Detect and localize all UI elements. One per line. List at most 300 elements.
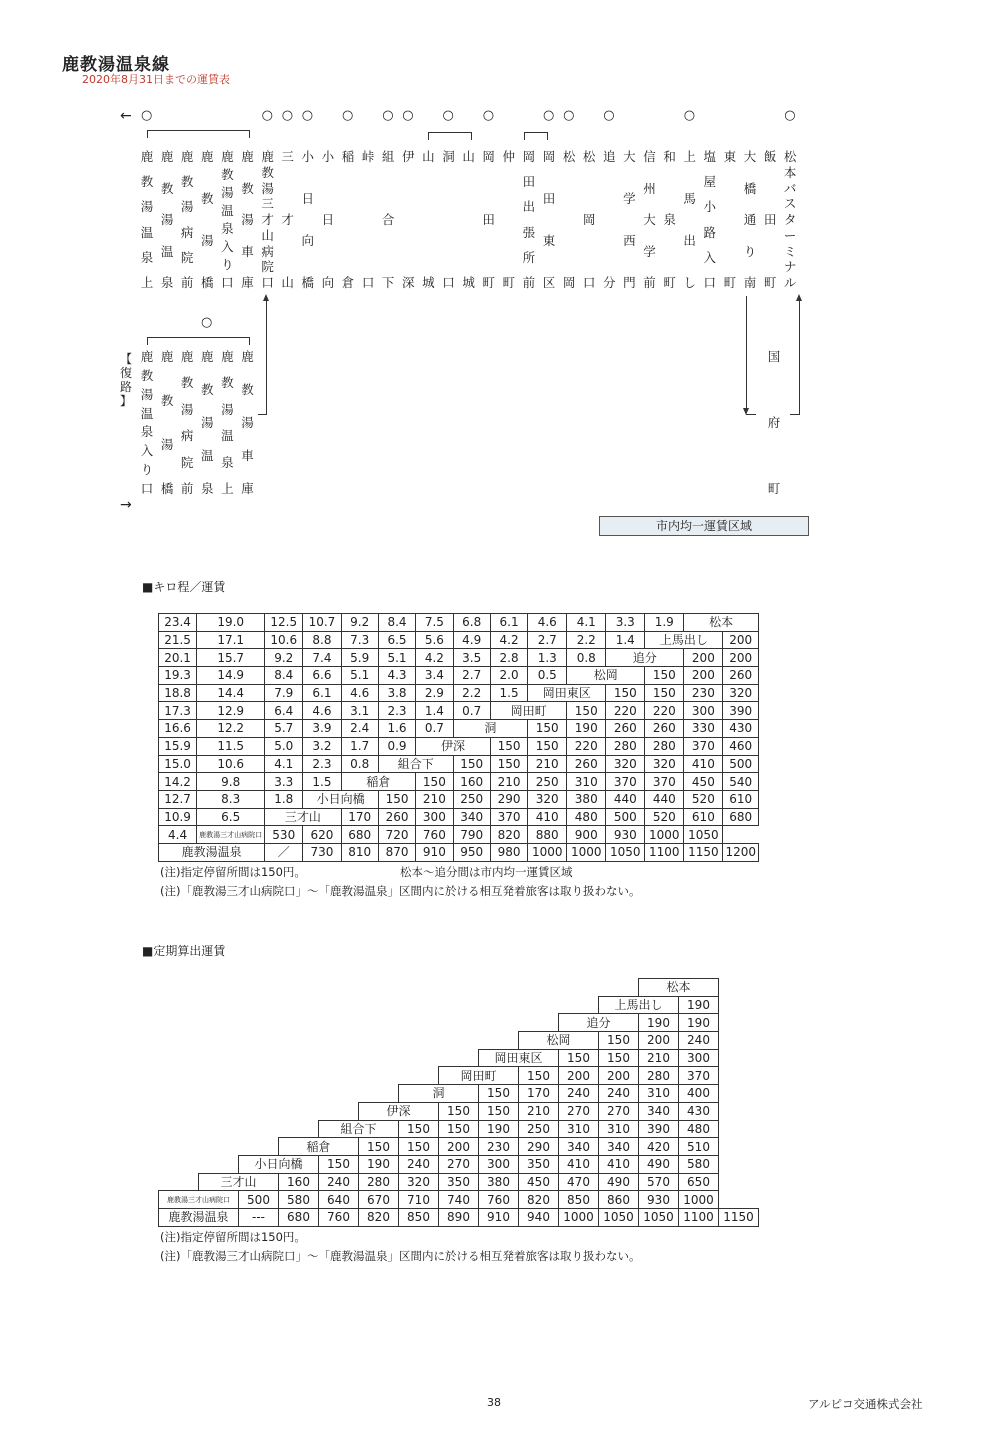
fare-note-2: 松本～追分間は市内均一運賃区域 [400,865,573,879]
table-cell: 4.1 [265,755,303,773]
station-name-cell: 鹿教湯温泉 [159,1208,239,1226]
table-cell: 1.4 [416,702,453,720]
fare-note-3: (注)「鹿教湯三才山病院口」～「鹿教湯温泉」区間内に於ける相互発着旅客は取り扱わない。 [160,884,641,898]
table-cell: 260 [723,667,759,685]
table-cell: 3.5 [453,649,490,667]
table-cell: 1100 [645,843,684,861]
station-name-cell: 松本 [639,979,719,997]
table-cell: 1000 [528,843,567,861]
table-cell: 6.1 [490,614,527,632]
table-cell: 8.3 [197,790,265,808]
station-name-cell: 小日向橋 [239,1155,319,1173]
outbound-stop-name: 小 日 向 橋 [301,149,315,290]
station-name-cell: 上馬出し [599,996,679,1014]
table-cell: 570 [639,1173,679,1191]
table-row [159,684,759,702]
blank-cell [159,1085,399,1103]
table-cell: 4.2 [490,631,527,649]
table-cell: 670 [359,1191,399,1209]
page-number: 38 [487,1396,501,1409]
table-cell: 2.3 [378,702,415,720]
table-cell: 170 [341,808,378,826]
table-cell: 460 [723,737,759,755]
table-cell: 19.0 [197,614,265,632]
table-cell: 160 [453,773,490,791]
designated-stop-icon: ○ [261,108,273,123]
table-cell: 8.4 [378,614,415,632]
table-cell: 200 [599,1067,639,1085]
station-name-cell: 岡田東区 [479,1049,559,1067]
table-cell: 4.6 [303,702,341,720]
table-cell: 10.6 [265,631,303,649]
outbound-stop-name: 小 日 向 [321,149,335,290]
table-cell: 310 [559,1120,599,1138]
table-cell: 1000 [567,843,606,861]
table-cell: 290 [519,1138,559,1156]
table-cell: 370 [679,1067,719,1085]
table-cell: 860 [599,1191,639,1209]
table-cell: 5.1 [378,649,415,667]
station-name-cell: 三才山 [199,1173,279,1191]
table-cell: 620 [303,826,341,844]
table-row [159,808,759,826]
table-cell: 530 [265,826,303,844]
table-cell: 410 [559,1155,599,1173]
table-row [159,996,759,1014]
designated-stop-icon: ○ [563,108,575,123]
table-cell: 150 [606,684,645,702]
station-name-cell: 伊深 [416,737,491,755]
table-cell: 300 [679,1049,719,1067]
table-cell: 910 [479,1208,519,1226]
outbound-stop-name: 松 本 バ ス タ ー ミ ナ ル [783,149,797,290]
station-name-cell: 洞 [453,720,528,738]
table-cell: 7.3 [341,631,378,649]
table-cell: 480 [567,808,606,826]
table-row [159,1067,759,1085]
table-cell: 270 [559,1102,599,1120]
table-cell: 7.5 [416,614,453,632]
table-cell: 930 [639,1191,679,1209]
table-cell: 450 [684,773,723,791]
table-cell: 910 [416,843,453,861]
table-cell: 2.9 [416,684,453,702]
route-bracket [147,337,250,345]
table-cell: 220 [606,702,645,720]
table-cell: 430 [679,1102,719,1120]
designated-stop-icon: ○ [683,108,696,123]
table-cell: 500 [239,1191,279,1209]
table-cell: 370 [684,737,723,755]
station-name-cell: 岡田町 [490,702,566,720]
table-cell: 190 [567,720,606,738]
table-row [159,614,759,632]
outbound-stop-name: 鹿 教 湯 三 才 山 病 院 口 [261,149,274,290]
table-cell: 0.8 [567,649,606,667]
table-cell: 18.8 [159,684,197,702]
outbound-stop-name: 上 馬 出 し [683,149,696,290]
table-cell: 1200 [723,843,759,861]
table-cell: 390 [723,702,759,720]
kokufu-stop-name: 国 府 町 [767,349,781,496]
table-cell: 150 [359,1138,399,1156]
table-cell: 1.7 [341,737,378,755]
table-cell: 680 [279,1208,319,1226]
table-cell: 2.7 [453,667,490,685]
outbound-stop-name: 大 学 西 門 [623,149,636,290]
table-cell: 6.5 [197,808,265,826]
table-cell: 1.3 [528,649,567,667]
table-cell: 16.6 [159,720,197,738]
return-stop-name: 鹿 教 湯 橋 [160,349,174,496]
table-cell: 280 [359,1173,399,1191]
connector-line [746,414,756,415]
table-cell: 150 [490,737,527,755]
designated-stop-icon: ○ [603,108,615,123]
table-cell: 940 [519,1208,559,1226]
outbound-stop-name: 山 城 [462,149,475,290]
table-cell: 200 [639,1032,679,1050]
table-cell: 150 [519,1067,559,1085]
table-cell: 12.5 [265,614,303,632]
table-cell: 310 [599,1120,639,1138]
table-cell: 1.9 [645,614,684,632]
station-name-cell: 追分 [606,649,684,667]
right-arrow-icon: → [120,497,132,513]
table-cell: 5.9 [341,649,378,667]
table-cell: 280 [606,737,645,755]
table-cell: 210 [416,790,453,808]
table-cell: 320 [528,790,567,808]
table-row [159,631,759,649]
table-row [159,1208,759,1226]
table-cell: 150 [319,1155,359,1173]
table-cell: 1.5 [490,684,527,702]
table-row [159,1155,759,1173]
table-cell: 2.0 [490,667,527,685]
connector-line [746,296,747,410]
table-row [159,1085,759,1103]
outbound-stop-name: 仲 町 [502,149,516,290]
table-cell: 1000 [679,1191,719,1209]
table-cell: 1150 [684,843,723,861]
table-cell: 760 [319,1208,359,1226]
table-cell: 2.4 [341,720,378,738]
designated-stop-icon: ○ [382,108,394,123]
table-cell: 1000 [559,1208,599,1226]
designated-stop-icon: ○ [342,108,354,123]
return-stop-name: 鹿 教 湯 温 泉 入 り 口 [140,349,154,496]
table-cell: 250 [453,790,490,808]
table-cell: 7.4 [303,649,341,667]
table-cell: 1000 [645,826,684,844]
fare-note-1: (注)指定停留所間は150円。 [160,865,306,879]
outbound-stop-name: 洞 口 [442,149,455,290]
table-cell: 280 [639,1067,679,1085]
table-cell: 10.7 [303,614,341,632]
table-cell: 320 [606,755,645,773]
table-cell: 480 [679,1120,719,1138]
table-cell: 440 [645,790,684,808]
blank-cell [159,996,599,1014]
station-name-cell: 稲倉 [279,1138,359,1156]
table-cell: 2.2 [567,631,606,649]
table-cell: 540 [723,773,759,791]
station-name-cell: 松本 [684,614,759,632]
table-cell: 220 [567,737,606,755]
table-row [159,1191,759,1209]
table-cell: 900 [567,826,606,844]
table-cell: 150 [645,667,684,685]
table-cell: 150 [528,737,567,755]
table-cell: 950 [453,843,490,861]
blank-cell [159,1049,479,1067]
designated-stop-icon: ○ [301,108,314,123]
commuter-fare-table [158,978,759,1227]
table-row [159,790,759,808]
table-cell: 260 [606,720,645,738]
table-cell: 6.4 [265,702,303,720]
station-name-cell: 上馬出し [645,631,723,649]
table-cell: 150 [490,755,527,773]
table-cell: 160 [279,1173,319,1191]
table-cell: 250 [528,773,567,791]
table-row [159,1173,759,1191]
table-row [159,720,759,738]
outbound-stop-name: 松 岡 口 [582,149,596,290]
table-cell: 390 [639,1120,679,1138]
blank-cell [159,1173,199,1191]
table-row [159,667,759,685]
table-cell: 1.6 [378,720,415,738]
table-cell: 150 [378,790,415,808]
table-cell: 870 [378,843,415,861]
table-cell: 760 [416,826,453,844]
table-cell: 5.0 [265,737,303,755]
outbound-stop-name: 飯 田 町 [763,149,777,290]
table-row [159,1102,759,1120]
station-name-cell: 小日向橋 [303,790,379,808]
table-cell: 10.6 [197,755,265,773]
table-cell: 240 [399,1155,439,1173]
table-cell: 2.8 [490,649,527,667]
table-cell: 15.9 [159,737,197,755]
outbound-stop-name: 岡 田 出 張 所 前 [522,149,536,290]
table-cell: 200 [723,649,759,667]
table-cell: 190 [679,1014,719,1032]
table-cell: 150 [439,1120,479,1138]
table-cell: 150 [416,773,453,791]
table-cell: 7.9 [265,684,303,702]
fare-section-heading: ■キロ程／運賃 [142,580,226,594]
table-cell: 370 [490,808,527,826]
station-name-cell: 洞 [399,1085,479,1103]
commuter-section-heading: ■定期算出運賃 [142,944,226,958]
table-cell: 320 [645,755,684,773]
outbound-stop-name: 鹿 教 湯 橋 [201,149,214,290]
table-cell: 150 [567,702,606,720]
table-cell: 490 [639,1155,679,1173]
return-stop-name: 鹿 教 湯 温 泉 上 [221,349,234,496]
table-cell: 1.5 [303,773,341,791]
table-cell: 1.4 [606,631,645,649]
outbound-stop-name: 信 州 大 学 前 [643,149,656,290]
table-row [159,1014,759,1032]
table-cell: 410 [528,808,567,826]
table-cell: 3.4 [416,667,453,685]
table-cell: 0.5 [528,667,567,685]
outbound-stop-name: 三 才 山 [281,149,294,290]
table-cell: 1050 [639,1208,679,1226]
route-bracket [147,130,250,138]
table-cell: 200 [439,1138,479,1156]
station-name-cell: 岡田町 [439,1067,519,1085]
station-name-cell: 松岡 [567,667,645,685]
table-cell: 820 [490,826,527,844]
outbound-stop-name: 東 町 [723,149,737,290]
table-cell: 2.2 [453,684,490,702]
table-cell: 200 [684,649,723,667]
station-name-cell: 鹿教湯三才山病院口 [197,826,265,844]
connector-line [790,414,800,415]
table-cell: 4.6 [341,684,378,702]
table-cell: 150 [559,1049,599,1067]
table-row [159,649,759,667]
table-cell: 6.1 [303,684,341,702]
designated-stop-icon: ○ [543,108,555,123]
return-stop-name: 鹿 教 湯 温 泉 [201,349,214,496]
table-cell: 230 [479,1138,519,1156]
table-cell: 200 [559,1067,599,1085]
table-cell: 150 [399,1138,439,1156]
outbound-stop-name: 稲 倉 [341,149,355,290]
return-stop-name: 鹿 教 湯 車 庫 [241,349,254,496]
table-cell: 0.8 [341,755,378,773]
blank-cell [159,1120,319,1138]
company-name: アルピコ交通株式会社 [808,1397,923,1411]
table-cell: 280 [645,737,684,755]
station-name-cell: 岡田東区 [528,684,606,702]
outbound-stop-name: 鹿 教 湯 温 泉 [160,149,174,290]
table-cell: 230 [684,684,723,702]
table-cell: 150 [453,755,490,773]
designated-stop-icon: ○ [402,108,414,123]
table-cell: 210 [639,1049,679,1067]
up-arrow-icon [263,294,269,301]
table-cell: 520 [684,790,723,808]
up-arrow-icon [796,294,802,301]
table-cell: 11.5 [197,737,265,755]
table-cell: 190 [359,1155,399,1173]
table-cell: 0.7 [416,720,453,738]
table-cell: 290 [490,790,527,808]
table-cell: 150 [599,1049,639,1067]
table-cell: 150 [399,1120,439,1138]
table-cell: 8.8 [303,631,341,649]
table-cell: 3.2 [303,737,341,755]
table-cell: 790 [453,826,490,844]
table-cell: 240 [599,1085,639,1103]
table-cell: 1.8 [265,790,303,808]
table-cell: 2.3 [303,755,341,773]
table-row [159,737,759,755]
table-row [159,1049,759,1067]
table-cell: 3.3 [606,614,645,632]
left-arrow-icon: ← [120,108,132,124]
table-cell: 6.8 [453,614,490,632]
table-cell: 240 [679,1032,719,1050]
station-name-cell: 鹿教湯温泉 [159,843,265,861]
table-cell: 3.1 [341,702,378,720]
table-cell: 6.5 [378,631,415,649]
outbound-stop-name: 塩 屋 小 路 入 口 [703,149,717,290]
blank-cell [159,1138,279,1156]
table-cell: 580 [679,1155,719,1173]
table-cell: 820 [519,1191,559,1209]
blank-cell [159,1102,359,1120]
table-cell: 150 [479,1102,519,1120]
table-cell: 3.8 [378,684,415,702]
outbound-stop-name: 岡 田 町 [482,149,495,290]
blank-cell [159,1155,239,1173]
table-cell: 170 [519,1085,559,1103]
table-cell: 400 [679,1085,719,1103]
table-cell: 680 [341,826,378,844]
table-cell: 380 [479,1173,519,1191]
table-cell: 720 [378,826,415,844]
table-cell: 980 [490,843,527,861]
table-cell: 320 [399,1173,439,1191]
table-cell: 340 [559,1138,599,1156]
table-cell: 450 [519,1173,559,1191]
outbound-stop-name: 鹿 教 湯 車 庫 [241,149,254,290]
table-cell: 1050 [606,843,645,861]
station-name-cell: 追分 [559,1014,639,1032]
table-cell: 430 [723,720,759,738]
station-name-cell: 稲倉 [341,773,416,791]
table-cell: 4.3 [378,667,415,685]
table-cell: 17.3 [159,702,197,720]
table-row [159,773,759,791]
table-cell: 1050 [599,1208,639,1226]
blank-cell [159,1067,439,1085]
table-cell: 250 [519,1120,559,1138]
table-cell: 14.9 [197,667,265,685]
table-cell: 470 [559,1173,599,1191]
outbound-stop-name: 峠 口 [361,149,375,290]
designated-stop-icon: ○ [281,108,294,123]
table-cell: 210 [490,773,527,791]
table-cell: 190 [479,1120,519,1138]
table-cell: 260 [645,720,684,738]
table-cell: 1050 [684,826,723,844]
table-cell: 330 [684,720,723,738]
table-cell: 850 [399,1208,439,1226]
table-cell: 930 [606,826,645,844]
table-cell: 150 [479,1085,519,1103]
station-name-cell: 松岡 [519,1032,599,1050]
table-cell: 3.9 [303,720,341,738]
designated-stop-icon: ○ [201,315,213,330]
table-cell: 270 [599,1102,639,1120]
station-name-cell: 組合下 [378,755,453,773]
blank-cell [159,1032,519,1050]
table-cell: 240 [319,1173,359,1191]
table-cell: 490 [599,1173,639,1191]
outbound-stop-name: 鹿 教 湯 温 泉 上 [140,149,154,290]
outbound-stop-name: 大 橋 通 り 南 [743,149,757,290]
table-cell: 610 [723,790,759,808]
